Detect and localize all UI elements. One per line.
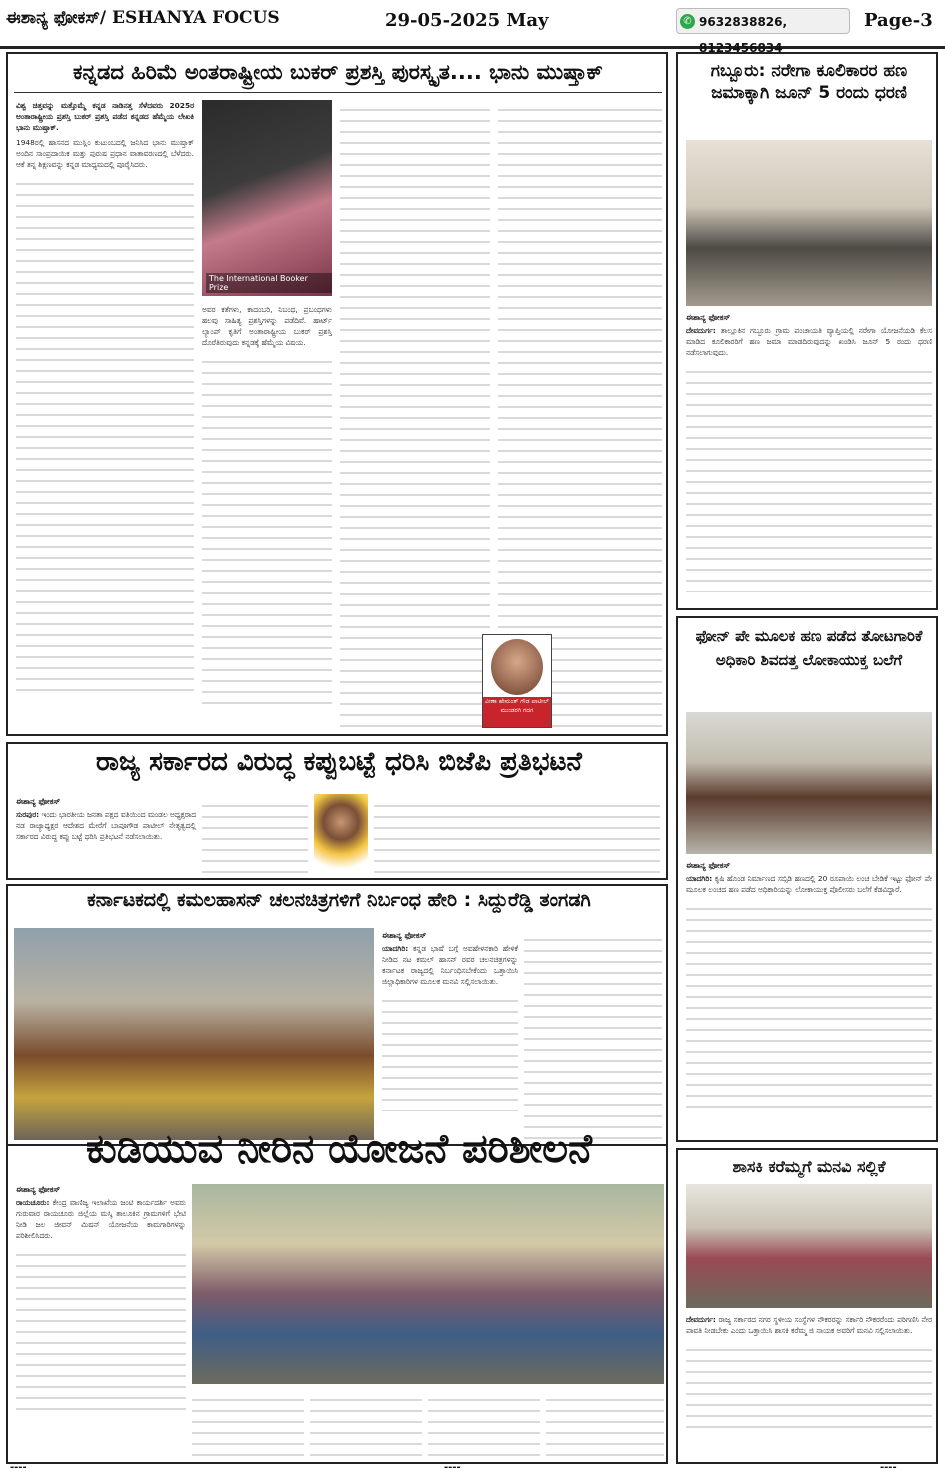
- lead-paragraph: 1948ರಲ್ಲಿ ಹಾಸನದ ಮುಸ್ಲಿಂ ಕುಟುಂಬದಲ್ಲಿ ಜನಿಸಿದ ಭಾನು ಮುಷ್ತಾಕ್ ಅಂದಿನ ಸಾಂಪ್ರದಾಯಿಕ ಮತ್ತು ಪುರುಷ ಪ್ರಧಾನ ವಾತಾವರಣದಲ್ಲಿ ಬೆಳೆದರು. ಆಕೆ ತನ್ನ ಶಿಕ್ಷಣವನ್ನು ಕನ್ನಡ ಮಾಧ್ಯಮದಲ್ಲಿ ಪೂರೈಸಿದರು.: [16, 138, 194, 169]
- text-body-placeholder: [382, 991, 518, 1111]
- place: ದೇವದುರ್ಗ:: [686, 326, 716, 335]
- lead-paragraph: ವಿಶ್ವ ಚಿತ್ತವನ್ನು ಮತ್ತೊಮ್ಮೆ ಕನ್ನಡ ನಾಡಿನತ್ತ ಸೆಳೆದವರು 2025ರ ಅಂತಾರಾಷ್ಟ್ರೀಯ ಪ್ರಶಸ್ತಿ ಬುಕರ್ ಪ್ರಶಸ್ತಿ ಪಡೆದ ಕನ್ನಡದ ಹೆಮ್ಮೆಯ ಲೇಖಕಿ ಭಾನು ಮುಷ್ತಾಕ್.: [16, 101, 194, 132]
- lead-column-2: [202, 304, 332, 730]
- kamal-headline: ಕರ್ನಾಟಕದಲ್ಲಿ ಕಮಲಹಾಸನ್ ಚಲನಚಿತ್ರಗಳಿಗೆ ನಿರ್ಬಂಧ ಹೇರಿ : ಸಿದ್ದುರೆಡ್ಡಿ ತಂಗಡಗಿ: [87, 889, 591, 911]
- place: ಯಾದಗಿರಿ:: [686, 874, 713, 883]
- bjp-column-1: [16, 796, 196, 876]
- side1-body: [686, 312, 932, 606]
- byline-name: ವೀಣಾ ಹೇಮಂತ್ ಗೌಡ ಪಾಟೀಲ್: [485, 698, 549, 705]
- issue-date: 29-05-2025 May: [385, 10, 549, 31]
- footer-left: ----: [10, 1462, 27, 1473]
- phone-numbers: [676, 8, 850, 55]
- bjp-column-2: [202, 796, 308, 876]
- side1-headline: ಗಬ್ಬೂರು: ನರೇಗಾ ಕೂಲಿಕಾರರ ಹಣ ಜಮಾಕ್ಕಾಗಿ ಜೂನ್ 5 ರಂದು ಧರಣಿ: [710, 61, 908, 103]
- text-body-placeholder: [16, 174, 194, 694]
- kamal-column-1: [382, 930, 518, 1140]
- story-text: ಕೃಷಿ ಹೊಂಡ ನಿರ್ಮಾಣದ ಸಬ್ಸಿಡಿ ಹಣದಲ್ಲಿ 20 ರೂಪಾಯಿ ಲಂಚ ಬೇಡಿಕೆ ಇಟ್ಟು ಫೋನ್ ಪೇ ಮೂಲಕ ಲಂಚದ ಹಣ ಪಡೆದ ಅಧಿಕಾರಿಯನ್ನು ಲೋಕಾಯುಕ್ತ ಪೊಲೀಸರು ಬಲೆಗೆ ಕೆಡವಿದ್ದಾರೆ.: [686, 874, 932, 894]
- water-column-4: [428, 1390, 540, 1456]
- kamal-story: [6, 884, 668, 1146]
- text-body-placeholder: [686, 362, 932, 592]
- side3-photo: [686, 1184, 932, 1308]
- dateline: ಈಶಾನ್ಯ ಫೋಕಸ್: [686, 861, 731, 870]
- paper-name: ಈಶಾನ್ಯ ಫೋಕಸ್/ ESHANYA FOCUS: [6, 8, 280, 28]
- whatsapp-icon: ✆: [680, 14, 695, 29]
- footer-center: ----: [444, 1462, 461, 1473]
- kamal-photo: [14, 928, 374, 1140]
- text-body-placeholder: [16, 1245, 186, 1415]
- story-text: ರಾಜ್ಯ ಸರ್ಕಾರದ ನಗರ ಸ್ಥಳೀಯ ಸಂಸ್ಥೆಗಳ ನೌಕರರನ್ನು ಸರ್ಕಾರಿ ನೌಕರರೆಂದು ಪರಿಗಣಿಸಿ ನೇರ ಪಾವತಿ ನೀಡಬೇಕು ಎಂದು ಒತ್ತಾಯಿಸಿ ಶಾಸಕಿ ಕರೆಮ್ಮ ಜಿ ನಾಯಕ ಅವರಿಗೆ ಮನವಿ ಸಲ್ಲಿಸಲಾಯಿತು.: [686, 1315, 932, 1335]
- phone-text: 9632838826, 8123456834: [699, 15, 788, 55]
- lead-story: [6, 52, 668, 736]
- side-story-memorandum: [676, 1148, 938, 1464]
- dateline: ಈಶಾನ್ಯ ಫೋಕಸ್: [16, 797, 61, 806]
- water-column-1: [16, 1184, 186, 1456]
- side3-headline: ಶಾಸಕಿ ಕರೆಮ್ಮಗೆ ಮನವಿ ಸಲ್ಲಿಕೆ: [732, 1157, 886, 1176]
- dateline: ಈಶಾನ್ಯ ಫೋಕಸ್: [686, 313, 731, 322]
- text-body-placeholder: [202, 352, 332, 712]
- text-body-placeholder: [686, 899, 932, 1109]
- divider: [14, 92, 662, 93]
- side2-body: [686, 860, 932, 1136]
- side1-photo: [686, 140, 932, 306]
- footer-right: ----: [880, 1462, 897, 1473]
- place: ಯಾದಗಿರಿ:: [382, 944, 409, 953]
- photo-caption: The International Booker Prize: [206, 273, 332, 293]
- side2-headline: ಫೋನ್ ಪೇ ಮೂಲಕ ಹಣ ಪಡೆದ ತೋಟಗಾರಿಕೆ ಅಧಿಕಾರಿ ಶಿವದತ್ತ ಲೋಕಾಯುಕ್ತ ಬಲೆಗೆ: [695, 627, 923, 669]
- story-text: ತಾಲ್ಲೂಕಿನ ಗಬ್ಬೂರು ಗ್ರಾಮ ಪಂಚಾಯತಿ ವ್ಯಾಪ್ತಿಯಲ್ಲಿ ನರೇಗಾ ಯೋಜನೆಯಡಿ ಕೆಲಸ ಮಾಡಿದ ಕೂಲಿಕಾರರಿಗೆ ಹಣ ಜಮಾ ಮಾಡದಿರುವುದನ್ನು ಖಂಡಿಸಿ ಜೂನ್ 5 ರಂದು ಧರಣಿ ನಡೆಸಲಾಗುವುದು.: [686, 326, 932, 357]
- side-story-lokayukta: [676, 616, 938, 1142]
- text-body-placeholder: [686, 1340, 932, 1430]
- place: ಸುರಪುರ:: [16, 810, 40, 819]
- leader-photo: [314, 794, 368, 874]
- dateline: ಈಶಾನ್ಯ ಫೋಕಸ್: [382, 931, 427, 940]
- text-body-placeholder: [340, 100, 490, 730]
- story-text: ಕೇಂದ್ರ ವಾಣಿಜ್ಯ ಇಲಾಖೆಯ ಜಂಟಿ ಕಾರ್ಯದರ್ಶಿ ಅವರು ಗುರುವಾರ ರಾಯಚೂರು ಜಿಲ್ಲೆಯ ಮಸ್ಕಿ ತಾಲೂಕಿನ ಗ್ರಾಮಗಳಿಗೆ ಭೇಟಿ ನೀಡಿ ಜಲ ಜೀವನ್ ಮಿಷನ್ ಯೋಜನೆಯ ಕಾಮಗಾರಿಗಳನ್ನು ಪರಿಶೀಲಿಸಿದರು.: [16, 1198, 186, 1240]
- kamal-column-2: [524, 930, 662, 1140]
- side2-photo: [686, 712, 932, 854]
- water-column-2: [192, 1390, 304, 1456]
- side-story-gabburu: [676, 52, 938, 610]
- bjp-headline: ರಾಜ್ಯ ಸರ್ಕಾರದ ವಿರುದ್ಧ ಕಪ್ಪುಬಟ್ಟೆ ಧರಿಸಿ ಬಿಜೆಪಿ ಪ್ರತಿಭಟನೆ: [96, 747, 582, 777]
- lead-column-1: [16, 100, 194, 730]
- water-headline: ಕುಡಿಯುವ ನೀರಿನ ಯೋಜನೆ ಪರಿಶೀಲನೆ: [86, 1126, 592, 1172]
- masthead: [0, 0, 945, 55]
- place: ದೇವದುರ್ಗ:: [686, 1315, 716, 1324]
- byline-caption: [483, 697, 551, 727]
- water-column-5: [546, 1390, 664, 1456]
- water-story: [6, 1120, 668, 1464]
- bjp-column-3: [374, 796, 660, 876]
- bjp-story: [6, 742, 668, 880]
- page-number: Page-3: [864, 10, 933, 31]
- lead-headline: ಕನ್ನಡದ ಹಿರಿಮೆ ಅಂತರಾಷ್ಟ್ರೀಯ ಬುಕರ್ ಪ್ರಶಸ್ತಿ ಪುರಸ್ಕೃತ.... ಭಾನು ಮುಷ್ತಾಕ್: [73, 60, 603, 84]
- byline-place: ಮುಂಡರಗಿ ಗದಗ: [500, 707, 534, 714]
- water-photo: [192, 1184, 664, 1384]
- story-text: ಇಂದು ಭಾರತೀಯ ಜನತಾ ಪಕ್ಷದ ವತಿಯಿಂದ ಮಂಡಲ ಅಧ್ಯಕ್ಷರಾದ ನಡ ರಾಜ್ಯಾಧ್ಯಕ್ಷರ ಆದೇಶದ ಮೇರೆಗೆ ಬಾಪೂಗೌಡ ಪಾಟೀಲ್ ನೇತೃತ್ವದಲ್ಲಿ ಸರ್ಕಾರದ ವಿರುದ್ಧ ಕಪ್ಪು ಬಟ್ಟೆ ಧರಿಸಿ ಪ್ರತಿಭಟನೆ ನಡೆಸಲಾಯಿತು.: [16, 810, 196, 841]
- story-text: ಕನ್ನಡ ಭಾಷೆ ಬಗ್ಗೆ ಅವಹೇಳನಕಾರಿ ಹೇಳಿಕೆ ನೀಡಿದ ನಟ ಕಮಲ್ ಹಾಸನ್ ರವರ ಚಲನಚಿತ್ರಗಳನ್ನು ಕರ್ನಾಟಕ ರಾಜ್ಯದಲ್ಲಿ ನಿರ್ಬಂಧಿಸಬೇಕೆಂದು ಒತ್ತಾಯಿಸಿ ಜಿಲ್ಲಾಧಿಕಾರಿಗಳ ಮೂಲಕ ಮನವಿ ಸಲ್ಲಿಸಲಾಯಿತು.: [382, 944, 518, 986]
- byline-box: [482, 634, 552, 728]
- water-column-3: [310, 1390, 422, 1456]
- dateline: ಈಶಾನ್ಯ ಫೋಕಸ್: [16, 1185, 61, 1194]
- lead-column-3: [340, 100, 490, 730]
- author-photo: [202, 100, 332, 296]
- place: ರಾಯಚೂರು:: [16, 1198, 50, 1207]
- side3-body: [686, 1314, 932, 1458]
- byline-photo: [491, 639, 543, 695]
- lead-paragraph: ಅವರ ಕತೆಗಳು, ಕಾದಂಬರಿ, ನಿಬಂಧ, ಪ್ರಬಂಧಗಳು ಹಲವು ಸಾಹಿತ್ಯ ಪ್ರಶಸ್ತಿಗಳನ್ನು ಪಡೆದಿವೆ. ಹಾರ್ಟ್ ಲ್ಯಾಂಪ್ ಕೃತಿಗೆ ಅಂತಾರಾಷ್ಟ್ರೀಯ ಬುಕರ್ ಪ್ರಶಸ್ತಿ ದೊರೆತಿರುವುದು ಕನ್ನಡಕ್ಕೆ ಹೆಮ್ಮೆಯ ವಿಷಯ.: [202, 305, 332, 347]
